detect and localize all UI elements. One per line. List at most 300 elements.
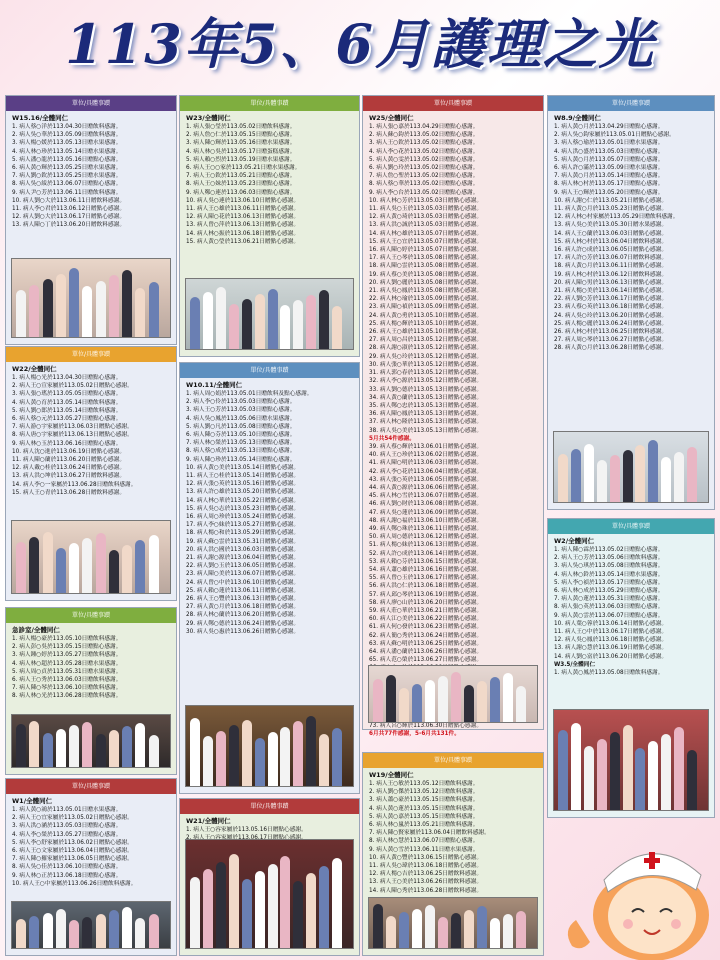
thank-entry: 7. 病人王○欽於113.05.21日贈點心感謝。: [186, 173, 296, 180]
person-figure: [82, 917, 92, 948]
section-subtitle: W25/全體同仁: [369, 114, 414, 122]
person-figure: [69, 268, 79, 337]
thank-entry: 35. 病人鄭○忠於113.05.13日贈點心感謝。: [369, 402, 483, 409]
person-figure: [216, 731, 226, 786]
person-figure: [96, 914, 106, 949]
section-subtitle: W2/全體同仁: [554, 537, 595, 545]
thank-entry: 38. 病人吳○美於113.05.13日贈點心感謝。: [369, 427, 483, 434]
thank-entry: 19. 病人林○村於113.06.12日贈飲料感謝。: [554, 271, 668, 278]
person-figure: [438, 917, 448, 949]
section-subtitle: W8.9/全體同仁: [554, 114, 602, 122]
thank-entry: 9. 病人黃○雪於113.06.11日贈水果感謝。: [369, 846, 479, 853]
thank-entry: 10. 病人林○芳於113.05.03日贈點心感謝。: [369, 197, 483, 204]
thank-entry: 5. 病人黃○雯於113.05.02日贈點心感謝。: [369, 156, 479, 163]
person-figure: [674, 727, 684, 810]
person-figure: [319, 866, 329, 948]
thank-entry: 36. 病人陳○鳳於113.05.13日贈點心感謝。: [369, 411, 483, 418]
thank-entry: 16. 病人周○珍於113.05.24日贈點心感謝。: [186, 514, 300, 521]
person-figure: [203, 292, 213, 349]
thank-entry: 3. 病人洪○涵於113.05.03日贈點心感謝。: [12, 823, 122, 830]
thank-entry: 23. 病人陳○美於113.06.07日贈點心感謝。: [186, 571, 300, 578]
person-figure: [268, 864, 278, 948]
person-figure: [229, 725, 239, 786]
thank-entry: 10. 病人謝○仁於113.05.21日贈點心感謝。: [554, 197, 668, 204]
thank-entry: 13. 病人洪○坤於113.06.27日贈飲料感謝。: [12, 473, 126, 480]
thank-entry: 34. 病人黃○蘭於113.05.13日贈點心感謝。: [369, 394, 483, 401]
thank-entry: 28. 病人謝○淑於113.05.12日贈點心感謝。: [369, 345, 483, 352]
person-figure: [255, 871, 265, 948]
thank-entry: 19. 病人蘇○雲於113.05.31日贈點心感謝。: [186, 538, 300, 545]
thank-entry: 27. 病人黃○月於113.06.18日贈點心感謝。: [186, 604, 300, 611]
thank-entry: 11. 病人王○桂於113.05.14日贈點心感謝。: [186, 473, 300, 480]
thank-entry: 21. 病人吳○鳳於113.05.08日贈點心感謝。: [369, 288, 483, 295]
thank-entry: 30. 病人張○華於113.05.12日贈點心感謝。: [369, 361, 483, 368]
section-w21: [179, 798, 360, 956]
thank-entry: 9. 病人林○玉於113.06.16日贈點心感謝。: [12, 440, 122, 447]
person-figure: [29, 721, 39, 767]
thank-entry: 14. 病人林○雄於113.05.07日贈點心感謝。: [369, 230, 483, 237]
person-figure: [516, 911, 526, 949]
person-figure: [109, 275, 119, 337]
thank-entry: 20. 病人洪○國於113.06.03日贈點心感謝。: [186, 546, 300, 553]
thank-entry: 28. 病人黃○月於113.06.28日贈點心感謝。: [554, 345, 668, 352]
thank-entry: 13. 病人許○雄於113.05.20日贈點心感謝。: [186, 489, 300, 496]
thank-entry: 8. 病人蔡○華於113.05.02日贈點心感謝。: [369, 181, 479, 188]
group-photo: [11, 714, 171, 768]
person-figure: [29, 916, 39, 948]
thank-entry: 2. 病人蘇○鈞於113.05.02日贈點心感謝。: [369, 132, 479, 139]
thank-entry: 61. 病人何○發於113.06.23日贈點心感謝。: [369, 624, 483, 631]
person-figure: [96, 734, 106, 767]
thank-entry: 4. 病人李○花於113.05.02日贈點心感謝。: [369, 148, 479, 155]
person-figure: [82, 538, 92, 593]
thank-entry: 15. 病人王○宜於113.05.07日贈點心感謝。: [369, 238, 483, 245]
thank-entry: 10. 病人黃○美於113.05.14日贈點心感謝。: [186, 464, 300, 471]
thank-entry: 5. 病人李○舒家屬於113.06.02日贈點心感謝。: [12, 839, 133, 846]
thank-entry: 16. 病人許○成於113.06.05日贈點心感謝。: [554, 247, 668, 254]
thank-entry: 1. 病人陳○霖於113.05.02日贈點心感謝。: [554, 547, 664, 553]
person-figure: [203, 736, 213, 786]
thank-entry: 15. 病人吳○志於113.05.23日贈點心感謝。: [186, 505, 300, 512]
person-figure: [16, 724, 26, 767]
person-figure: [268, 732, 278, 786]
thank-entry: 12. 病人張○英於113.05.16日贈點心感謝。: [186, 481, 300, 488]
person-figure: [43, 279, 53, 337]
person-figure: [373, 904, 383, 948]
thank-entry: 26. 病人林○村於113.06.25日贈飲料感謝。: [554, 329, 668, 336]
thank-entry: 2. 病人彭○吳於113.05.15日贈點心感謝。: [12, 644, 122, 651]
thank-entry: 33. 病人劉○德於113.05.13日贈點心感謝。: [369, 386, 483, 393]
thank-entry: 18. 病人黃○月於113.06.11日贈點心感謝。: [554, 263, 668, 270]
person-figure: [109, 730, 119, 767]
thank-entry: 4. 病人林○吳於113.05.17日贈蛋糕感謝。: [186, 148, 296, 155]
group-photo: [185, 839, 354, 949]
person-figure: [280, 305, 290, 349]
thank-entry: 24. 病人黃○勇於113.05.10日贈點心感謝。: [369, 312, 483, 319]
thank-entry: 12. 病人黃○琦於113.05.03日贈點心感謝。: [369, 214, 483, 221]
person-figure: [109, 550, 119, 593]
person-figure: [135, 288, 145, 337]
person-figure: [425, 680, 435, 722]
thank-entry: 10. 病人黃○豐於113.06.15日贈點心感謝。: [369, 854, 483, 861]
thank-entry: 26. 病人王○豐於113.06.13日贈點心感謝。: [186, 596, 300, 603]
thank-entry: 6月共77件感謝，5-6月共131件。: [369, 731, 460, 738]
person-figure: [122, 545, 132, 593]
person-figure: [571, 449, 581, 502]
section-header: 單位/具體事蹟: [6, 779, 176, 794]
section-subtitle: W23/全體同仁: [186, 114, 231, 122]
thank-entry: 3. 病人楊○媛於113.05.13日贈水果感謝。: [12, 140, 122, 147]
person-figure: [623, 450, 633, 502]
thank-entry: 3. 病人吳○琪於113.05.08日贈飲料感謝。: [554, 563, 664, 570]
thank-entry: 10. 病人王○中家屬於113.06.26日贈飲料感謝。: [12, 880, 137, 887]
person-figure: [16, 919, 26, 948]
thank-entry: 5. 病人賴○烈於113.05.19日贈水果感謝。: [186, 156, 296, 163]
section-body: [548, 111, 714, 353]
person-figure: [190, 877, 200, 948]
thank-entry: 6. 病人黃○輝於113.05.25日贈水果感謝。: [12, 165, 122, 172]
person-figure: [69, 543, 79, 593]
thank-entry: 11. 病人黃○月於113.05.23日贈點心感謝。: [554, 206, 668, 213]
thank-entry: 44. 病人黃○源於113.06.06日贈點心感謝。: [369, 484, 483, 491]
thank-entry: 46. 病人劉○財於113.06.08日贈點心感謝。: [369, 501, 483, 508]
person-figure: [190, 297, 200, 349]
thank-entry: 41. 病人陳○明於113.06.03日贈點心感謝。: [369, 460, 483, 467]
person-figure: [477, 681, 487, 722]
thank-entry: 54. 病人蕭○雄於113.06.16日贈點心感謝。: [369, 566, 483, 573]
person-figure: [332, 728, 342, 786]
thank-entry: 8. 病人蔡○成於113.05.13日贈點心感謝。: [186, 448, 296, 455]
thank-entry: 13. 病人陳○丁於113.06.20日贈飲料感謝。: [12, 222, 126, 229]
person-figure: [135, 723, 145, 767]
section-body: [6, 794, 176, 888]
person-figure: [386, 916, 396, 949]
thank-entry: 49. 病人鄭○珠於113.06.11日贈點心感謝。: [369, 525, 483, 532]
thank-entry: 21. 病人楊○美於113.06.14日贈點心感謝。: [554, 288, 668, 295]
thank-entry: 5. 病人黃○月於113.05.07日贈點心感謝。: [554, 156, 664, 163]
thank-entry: 15. 病人林○村於113.06.04日贈飲料感謝。: [554, 238, 668, 245]
thank-entry: 2. 病人李○伶於113.05.03日贈點心感謝。: [186, 399, 296, 406]
thank-entry: 9. 病人林○正於113.06.18日贈點心感謝。: [12, 872, 122, 879]
person-figure: [216, 287, 226, 349]
thank-entry: 5月共54件感謝。: [369, 435, 415, 442]
section-w2: [547, 518, 715, 818]
thank-entry: 7. 病人詹○聖於113.05.02日贈點心感謝。: [369, 173, 479, 180]
thank-entry: 12. 病人陳○花於113.06.13日贈點心感謝。: [186, 214, 300, 221]
thank-entry: 5. 病人潘○龍於113.05.16日贈點心感謝。: [12, 156, 122, 163]
person-figure: [597, 460, 607, 502]
person-figure: [82, 286, 92, 337]
thank-entry: 13. 病人謝○慧於113.06.19日贈點心感謝。: [554, 645, 668, 652]
thank-entry: 1. 病人黃○月於113.04.29日贈點心感謝。: [554, 124, 664, 130]
person-figure: [571, 723, 581, 810]
section-header: 單位/具體事蹟: [6, 96, 176, 111]
section-header: 單位/具體事蹟: [180, 363, 359, 378]
thank-entry: 9. 病人陳○珍於113.05.14日贈點心感謝。: [186, 456, 296, 463]
person-figure: [332, 858, 342, 948]
thank-entry: 13. 病人曾○萍於113.06.13日贈點心感謝。: [186, 222, 300, 229]
person-figure: [319, 290, 329, 349]
thank-entry: 7. 病人游○宇家屬於113.06.03日贈點心感謝。: [12, 424, 133, 431]
section-header: 單位/具體事蹟: [6, 608, 176, 623]
section-subtitle: W15.16/全體同仁: [12, 114, 69, 122]
thank-entry: 51. 病人楊○妹於113.06.13日贈點心感謝。: [369, 542, 483, 549]
thank-entry: 14. 病人王○蘭於113.06.03日贈點心感謝。: [554, 230, 668, 237]
thank-entry: 63. 病人蘇○明於113.06.25日贈點心感謝。: [369, 640, 483, 647]
person-figure: [56, 548, 66, 593]
thank-entry: 14. 病人陳○秀於113.06.28日贈飲料感謝。: [369, 887, 483, 894]
thank-entry: 6. 病人蔡○元於113.05.27日贈點心感謝。: [12, 416, 122, 423]
thank-entry: 4. 病人李○榮於113.05.27日贈點心感謝。: [12, 831, 122, 838]
thank-entry: 9. 病人李○台於113.05.02日贈點心感謝。: [369, 189, 479, 196]
section-header: 單位/具體事蹟: [6, 347, 176, 362]
thank-entry: 32. 病人李○源於113.05.12日贈點心感謝。: [369, 378, 483, 385]
person-figure: [648, 440, 658, 502]
group-photo: [185, 705, 354, 787]
person-figure: [584, 444, 594, 502]
thank-entry: 22. 病人林○瑜於113.05.09日贈點心感謝。: [369, 296, 483, 303]
thank-entry: 4. 病人洪○盛於113.05.03日贈點心感謝。: [554, 148, 664, 155]
thank-entry: 12. 病人劉○大於113.06.17日贈點心感謝。: [12, 214, 126, 221]
person-figure: [558, 454, 568, 502]
thank-entry: 6. 病人劉○玲於113.05.02日贈點心感謝。: [369, 165, 479, 172]
person-figure: [635, 445, 645, 502]
person-figure: [399, 912, 409, 948]
section-header: 單位/具體事蹟: [363, 96, 543, 111]
person-figure: [451, 913, 461, 948]
thank-entry: 4. 病人林○珍於113.05.14日贈水果感謝。: [12, 148, 122, 155]
person-figure: [43, 532, 53, 593]
person-figure: [412, 684, 422, 722]
person-figure: [597, 739, 607, 810]
person-figure: [623, 725, 633, 810]
person-figure: [293, 721, 303, 786]
person-figure: [56, 274, 66, 337]
thank-entry: 4. 病人黃○育於113.05.14日贈飲料感謝。: [12, 399, 122, 406]
person-figure: [306, 295, 316, 349]
thank-entry: 10. 病人葉○蓉於113.06.14日贈點心感謝。: [554, 620, 668, 627]
section-subtitle: W1/全體同仁: [12, 797, 53, 805]
thank-entry: 8. 病人張○英於113.06.03日贈點心感謝。: [554, 604, 664, 611]
thank-entry: 39. 病人蔡○輝於113.06.01日贈點心感謝。: [369, 443, 483, 450]
thank-entry: 1. 病人楊○豪於113.05.10日贈飲料感謝。: [12, 636, 122, 642]
thank-entry: 14. 病人林○華於113.05.22日贈點心感謝。: [186, 497, 300, 504]
thank-entry: 23. 病人蔡○英於113.06.18日贈點心感謝。: [554, 304, 668, 311]
thank-entry: 4. 病人林○鈴於113.05.14日贈水果感謝。: [554, 571, 664, 578]
thank-entry: 8. 病人吳○佳於113.06.10日贈點心感謝。: [12, 864, 122, 871]
thank-entry: 11. 病人吳○瑋於113.06.18日贈點心感謝。: [369, 863, 483, 870]
person-figure: [306, 716, 316, 786]
nurse-illustration: [556, 820, 716, 958]
thank-entry: 40. 病人王○珍於113.06.02日贈點心感謝。: [369, 452, 483, 459]
thank-entry: 1. 病人楊○光於113.04.30日贈點心感謝。: [12, 375, 122, 381]
person-figure: [306, 873, 316, 948]
person-figure: [661, 457, 671, 503]
section-w25: [362, 95, 544, 738]
thank-entry: 5. 病人李○禎於113.05.17日贈點心感謝。: [554, 579, 664, 586]
thank-entry: 7. 病人陳○羅家屬於113.06.05日贈點心感謝。: [12, 856, 133, 863]
person-figure: [412, 909, 422, 949]
thank-entry: 42. 病人李○花於113.06.04日贈點心感謝。: [369, 468, 483, 475]
thank-entry: 55. 病人曾○玉於113.06.17日贈點心感謝。: [369, 575, 483, 582]
section-w1: [5, 778, 177, 956]
person-figure: [451, 672, 461, 722]
thank-entry: 14. 病人李○一家屬於113.06.28日贈飲料感謝。: [12, 481, 137, 488]
person-figure: [96, 281, 106, 337]
person-figure: [43, 913, 53, 948]
section-subtitle: W10.11/全體同仁: [186, 381, 243, 389]
person-figure: [425, 905, 435, 948]
person-figure: [69, 920, 79, 948]
thank-entry: 1. 病人周○娟於113.05.01日贈飲料及點心感謝。: [186, 391, 313, 397]
thank-entry: 29. 病人吳○玲於113.05.12日贈點心感謝。: [369, 353, 483, 360]
thank-entry: 14. 病人林○振於113.06.18日贈點心感謝。: [186, 230, 300, 237]
section-body: [548, 534, 714, 677]
thank-entry: 48. 病人謝○福於113.06.10日贈點心感謝。: [369, 517, 483, 524]
thank-entry: 8. 病人林○光於113.06.28日贈飲料感謝。: [12, 693, 122, 700]
person-figure: [648, 741, 658, 810]
thank-entry: 31. 病人郭○春於113.05.12日贈點心感謝。: [369, 370, 483, 377]
thank-entry: 1. 病人黃○鳳於113.05.08日贈飲料感謝。: [554, 670, 664, 677]
thank-entry: 11. 病人李○君於113.06.12日贈點心感謝。: [12, 206, 126, 213]
thank-entry: 13. 病人洪○誠於113.05.03日贈點心感謝。: [369, 222, 483, 229]
section-w22: [5, 346, 177, 601]
group-photo: [11, 258, 171, 338]
person-figure: [516, 686, 526, 722]
person-figure: [190, 718, 200, 786]
section-w19: [362, 752, 544, 956]
person-figure: [332, 306, 342, 349]
person-figure: [610, 732, 620, 810]
thank-entry: 1. 病人王○敏於113.05.12日贈飲料感謝。: [369, 781, 479, 787]
person-figure: [503, 914, 513, 948]
thank-entry: 3. 病人王○欽於113.05.02日贈點心感謝。: [369, 140, 479, 147]
person-figure: [255, 294, 265, 349]
thank-entry: 7. 病人黃○蓮於113.05.31日贈點心感謝。: [554, 596, 664, 603]
person-figure: [229, 854, 239, 948]
person-figure: [464, 910, 474, 949]
thank-entry: 25. 病人楊○麗於113.06.24日贈點心感謝。: [554, 320, 668, 327]
person-figure: [293, 300, 303, 349]
person-figure: [109, 910, 119, 948]
thank-entry: 1. 病人張○嘉於113.04.29日贈點心感謝。: [369, 124, 479, 130]
person-figure: [661, 734, 671, 810]
thank-entry: 5. 病人周○貞於113.05.31日贈水果感謝。: [12, 668, 122, 675]
thank-entry: 15. 病人黃○瑩於113.06.21日贈點心感謝。: [186, 238, 300, 245]
thank-entry: 2. 病人詹○仁於113.05.15日贈點心感謝。: [186, 132, 296, 139]
thank-entry: 7. 病人劉○欽於113.05.25日贈水果感謝。: [12, 173, 122, 180]
thank-entry: 25. 病人楊○輝於113.05.10日贈點心感謝。: [369, 320, 483, 327]
thank-entry: 56. 病人洪○仁於113.06.18日贈點心感謝。: [369, 583, 483, 590]
thank-entry: 8. 病人林○慧於113.06.07日贈點心感謝。: [369, 838, 479, 845]
section-subtitle: W19/全體同仁: [369, 771, 414, 779]
group-photo: [553, 709, 709, 811]
thank-entry: 3. 病人蕭○豪於113.05.15日贈飲料感謝。: [369, 797, 479, 804]
section-er: [5, 607, 177, 775]
person-figure: [674, 452, 684, 502]
thank-entry: 17. 病人王○琴於113.05.08日贈點心感謝。: [369, 255, 483, 262]
thank-entry: 10. 病人吳○連於113.06.10日贈點心感謝。: [186, 197, 300, 204]
person-figure: [56, 729, 66, 767]
person-figure: [135, 918, 145, 948]
person-figure: [242, 879, 252, 948]
section-header: 單位/具體事蹟: [363, 753, 543, 768]
thank-entry: 3. 病人蔡○瑜於113.05.01日贈水果感謝。: [554, 140, 664, 147]
thank-entry: 7. 病人陳○琴於113.06.10日贈飲料感謝。: [12, 685, 122, 692]
thank-entry: 11. 病人吳○玉於113.05.03日贈點心感謝。: [369, 206, 483, 213]
thank-entry: 11. 病人陳○蘭於113.06.20日贈點心感謝。: [12, 457, 126, 464]
thank-entry: 8. 病人林○村於113.05.17日贈點心感謝。: [554, 181, 664, 188]
thank-entry: 7. 病人陳○賢家屬於113.06.04日贈飲料感謝。: [369, 830, 490, 837]
thank-entry: 6. 病人王○○家於113.05.21日贈水果感謝。: [186, 165, 301, 172]
thank-entry: 52. 病人許○成於113.06.14日贈點心感謝。: [369, 550, 483, 557]
thank-entry: 20. 病人陳○男於113.06.13日贈點心感謝。: [554, 279, 668, 286]
group-photo: [368, 665, 538, 723]
person-figure: [82, 722, 92, 767]
thank-entry: 2. 病人王○宣家屬於113.05.02日贈點心感謝。: [12, 383, 133, 390]
person-figure: [135, 540, 145, 593]
group-photo: [11, 520, 171, 594]
person-figure: [610, 455, 620, 502]
thank-entry: 6. 病人王○秀於113.06.03日贈飲料感謝。: [12, 677, 122, 684]
person-figure: [584, 746, 594, 810]
thank-entry: 4. 病人林○超於113.05.28日贈水果感謝。: [12, 660, 122, 667]
thank-entry: W3.5/全體同仁: [554, 661, 596, 668]
person-figure: [43, 733, 53, 767]
thank-entry: 23. 病人陳○禎於113.05.09日贈點心感謝。: [369, 304, 483, 311]
thank-entry: 1. 病人蔡○洋於113.04.30日贈飲料感謝。: [12, 124, 122, 130]
thank-entry: 8. 病人王○妹於113.05.23日贈點心感謝。: [186, 181, 296, 188]
person-figure: [96, 533, 106, 593]
thank-entry: 24. 病人吳○玲於113.06.20日贈點心感謝。: [554, 312, 668, 319]
group-photo: [11, 901, 171, 949]
thank-entry: 64. 病人潘○蘭於113.06.26日贈點心感謝。: [369, 649, 483, 655]
thank-entry: 27. 病人周○琴於113.06.27日贈點心感謝。: [554, 337, 668, 344]
section-body: [180, 111, 359, 246]
thank-entry: 6. 病人林○成於113.05.29日贈點心感謝。: [554, 588, 664, 595]
thank-entry: 6. 病人王○文家屬於113.06.04日贈點心感謝。: [12, 848, 133, 855]
thank-entry: 22. 病人劉○芳於113.06.17日贈點心感謝。: [554, 296, 668, 303]
thank-entry: 1. 病人黃○鴻於113.05.01日贈水果感謝。: [12, 807, 122, 813]
thank-entry: 10. 病人劉○大於113.06.11日贈飲料感謝。: [12, 197, 126, 204]
person-figure: [490, 918, 500, 949]
person-figure: [203, 869, 213, 948]
section-header: 單位/具體事蹟: [180, 799, 359, 814]
section-body: [363, 768, 543, 895]
person-figure: [149, 735, 159, 767]
thank-entry: 20. 病人劉○麗於113.05.08日贈點心感謝。: [369, 279, 483, 286]
person-figure: [122, 726, 132, 767]
person-figure: [29, 285, 39, 337]
person-figure: [319, 734, 329, 786]
thank-entry: 9. 病人尹○芳於113.06.11日贈飲料感謝。: [12, 189, 122, 196]
thank-entry: 60. 病人江○美於113.06.22日贈點心感謝。: [369, 616, 483, 623]
person-figure: [149, 914, 159, 948]
person-figure: [490, 677, 500, 722]
thank-entry: 14. 病人劉○富於113.06.20日贈點心感謝。: [554, 653, 668, 660]
thank-entry: 6. 病人陳○芬於113.05.10日贈點心感謝。: [186, 432, 296, 439]
thank-entry: 3. 病人陳○輝於113.05.16日贈水果感謝。: [186, 140, 296, 147]
thank-entry: 26. 病人王○雄於113.05.10日贈點心感謝。: [369, 329, 483, 336]
thank-entry: 7. 病人黃○月於113.05.14日贈點心感謝。: [554, 173, 664, 180]
person-figure: [477, 906, 487, 948]
thank-entry: 65. 病人范○榮於113.06.27日贈點心感謝。: [369, 657, 483, 664]
thank-entry: 11. 病人王○中於113.06.17日贈點心感謝。: [554, 629, 668, 636]
thank-entry: 16. 病人陳○婷於113.05.07日贈點心感謝。: [369, 247, 483, 254]
thank-entry: 28. 病人林○蘭於113.06.20日贈點心感謝。: [186, 612, 300, 619]
person-figure: [687, 750, 697, 810]
thank-entry: 57. 病人邱○琴於113.06.19日贈點心感謝。: [369, 591, 483, 598]
